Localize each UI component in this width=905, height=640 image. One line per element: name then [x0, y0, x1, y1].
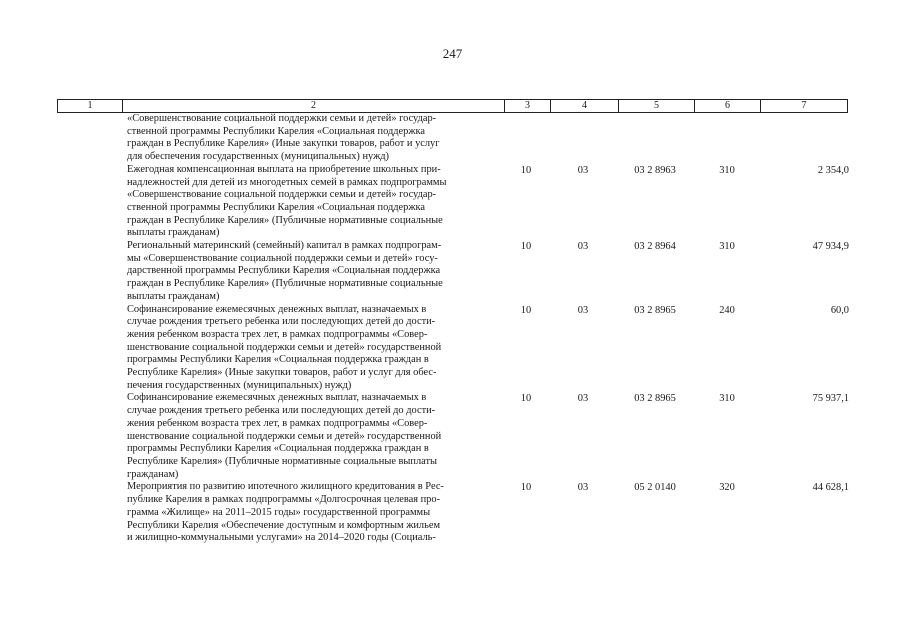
table-row	[57, 481, 848, 545]
cell-c4: 03	[577, 482, 589, 494]
description-line: «Совершенствование социальной поддержки семьи и детей» государ-	[127, 113, 437, 124]
header-col-4: 4	[550, 100, 618, 112]
cell-c5: 03 2 8963	[634, 164, 676, 176]
cell-c4: 03	[577, 393, 589, 405]
description-line: граждан в Республике Карелия» (Публичные нормативные социальные	[127, 214, 443, 226]
description-line: жения ребенком возраста трех лет, в рамках подпрограммы «Совер-	[127, 328, 428, 340]
description-line: для обеспечения государственных (муниципальных) нужд)	[127, 151, 389, 163]
cell-c6: 310	[719, 241, 735, 253]
description-line: граждан в Республике Карелия» (Публичные нормативные социальные	[127, 278, 443, 290]
cell-c5: 05 2 0140	[634, 482, 676, 494]
description-line: Софинансирование ежемесячных денежных выплат, назначаемых в	[127, 303, 427, 315]
cell-c7: 60,0	[830, 304, 849, 316]
description-line: ственной программы Республики Карелия «Социальная поддержка	[127, 125, 426, 137]
header-col-3: 3	[504, 100, 550, 112]
row-description	[127, 164, 503, 240]
description-line: программы Республики Карелия «Социальная поддержка граждан в	[127, 354, 429, 366]
header-col-2: 2	[122, 100, 504, 112]
description-line: дарственной программы Республики Карелия «Социальная поддержка	[127, 265, 441, 277]
header-col-5: 5	[618, 100, 694, 112]
description-line: граждан в Республике Карелия» (Иные закупки товаров, работ и услуг	[127, 138, 440, 150]
table-row	[57, 113, 848, 164]
description-line: программы Республики Карелия «Социальная поддержка граждан в	[127, 443, 429, 455]
description-line: публике Карелия в рамках подпрограммы «Долгосрочная целевая про-	[127, 494, 441, 506]
description-line: ственной программы Республики Карелия «Социальная поддержка	[127, 201, 426, 213]
header-col-7: 7	[760, 100, 847, 112]
table-row	[57, 304, 848, 393]
page-number: 247	[442, 46, 463, 61]
description-line: надлежностей для детей из многодетных семей в рамках подпрограммы	[127, 176, 447, 188]
cell-c6: 310	[719, 164, 735, 176]
description-line: выплаты гражданам)	[127, 227, 220, 239]
description-line: и жилищно-коммунальными услугами» на 2014–2020 годы (Социаль-	[127, 532, 436, 544]
description-line: шенствование социальной поддержки семьи и детей» государственной	[127, 430, 442, 442]
header-col-6: 6	[694, 100, 760, 112]
table-header-row	[57, 99, 848, 113]
description-line: Софинансирование ежемесячных денежных выплат, назначаемых в	[127, 392, 427, 404]
description-line: Региональный материнский (семейный) капитал в рамках подпрограм-	[127, 240, 442, 252]
row-description	[127, 113, 503, 164]
description-line: грамма «Жилище» на 2011–2015 годы» государственной программы	[127, 506, 431, 518]
description-line: Республике Карелия» (Иные закупки товаров, работ и услуг для обес-	[127, 367, 437, 379]
description-line: шенствование социальной поддержки семьи и детей» государственной	[127, 341, 442, 353]
table-body	[57, 113, 848, 545]
cell-c4: 03	[577, 241, 589, 253]
cell-c6: 320	[719, 482, 735, 494]
cell-c7: 44 628,1	[812, 482, 849, 494]
row-description	[127, 392, 503, 481]
description-line: «Совершенствование социальной поддержки семьи и детей» государ-	[127, 189, 437, 201]
description-line: печения государственных (муниципальных) нужд)	[127, 379, 352, 391]
description-line: жения ребенком возраста трех лет, в рамках подпрограммы «Совер-	[127, 417, 428, 429]
description-line: случае рождения третьего ребенка или последующих детей до дости-	[127, 316, 436, 328]
table-row	[57, 164, 848, 240]
cell-c3: 10	[520, 164, 532, 176]
cell-c3: 10	[520, 241, 532, 253]
row-description	[127, 481, 503, 545]
cell-c7: 47 934,9	[812, 241, 849, 253]
table-row	[57, 240, 848, 304]
header-col-1: 1	[87, 100, 93, 111]
cell-c5: 03 2 8964	[634, 241, 676, 253]
cell-c7: 2 354,0	[817, 164, 849, 176]
description-line: Республике Карелия» (Публичные нормативные социальные выплаты	[127, 455, 438, 467]
cell-c5: 03 2 8965	[634, 304, 676, 316]
description-line: случае рождения третьего ребенка или последующих детей до дости-	[127, 405, 436, 417]
cell-c4: 03	[577, 164, 589, 176]
cell-c5: 03 2 8965	[634, 393, 676, 405]
cell-c4: 03	[577, 304, 589, 316]
description-line: Ежегодная компенсационная выплата на приобретение школьных при-	[127, 163, 441, 175]
cell-c3: 10	[520, 304, 532, 316]
cell-c6: 310	[719, 393, 735, 405]
cell-c6: 240	[719, 304, 735, 316]
table-row	[57, 392, 848, 481]
description-line: выплаты гражданам)	[127, 290, 220, 302]
cell-c7: 75 937,1	[812, 393, 849, 405]
row-description	[127, 240, 503, 304]
cell-c3: 10	[520, 482, 532, 494]
cell-c3: 10	[520, 393, 532, 405]
description-line: гражданам)	[127, 468, 179, 480]
description-line: Республики Карелия «Обеспечение доступным и комфортным жильем	[127, 519, 441, 531]
row-description	[127, 304, 503, 393]
description-line: мы «Совершенствование социальной поддержки семьи и детей» госу-	[127, 252, 438, 264]
description-line: Мероприятия по развитию ипотечного жилищного кредитования в Рес-	[127, 481, 444, 493]
